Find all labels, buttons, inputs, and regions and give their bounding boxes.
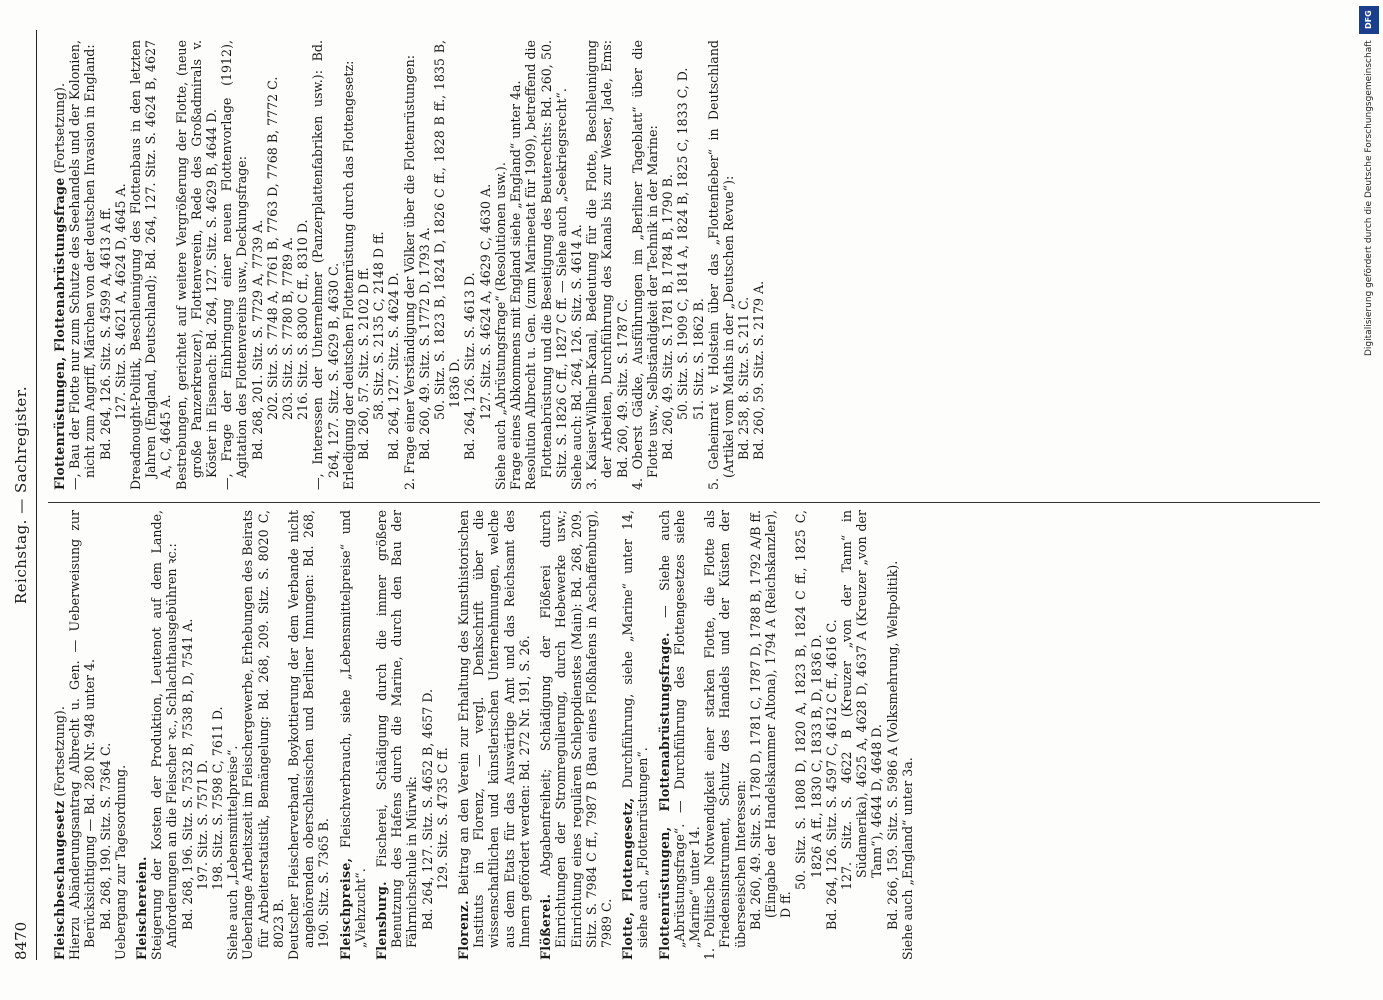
entry-heading: Flottenrüstungen, Flottenabrüstungsfrage <box>52 177 67 490</box>
citation-line: 127. Sitz. S. 4621 A, 4624 D, 4645 A. <box>112 183 128 420</box>
entry-text: (Fortsetzung). <box>52 83 67 178</box>
subentry-line: Siehe auch „Lebensmittelpreise“. <box>225 745 241 960</box>
entry-heading: Fleischpreise, <box>337 857 353 960</box>
citation-line: 58. Sitz. S. 2135 C, 2148 D ff. <box>371 231 387 420</box>
citation-line: Bd. 268, 196. Sitz. S. 7532 B, 7538 B, D, 7541 A. <box>179 618 195 930</box>
citation-line: 202. Sitz. S. 7748 A, 7761 B, 7763 D, 7768 B, 7772 C. <box>264 76 280 420</box>
entry-heading: Fleischereien. <box>134 856 150 960</box>
index-entry <box>374 510 450 960</box>
index-entry <box>52 40 767 490</box>
citation-line: Bd. 268, 201. Sitz. S. 7729 A, 7739 A. <box>249 219 265 460</box>
subentry-line: —, Interessen der Unternehmer (Panzerplattenfabriken usw.): Bd. 264, 127. Sitz. S. 4629 B, 4630 C. <box>310 40 341 490</box>
digitization-stamp <box>1359 6 1379 946</box>
citation-line: 127. Sitz. S. 4624 A, 4629 C, 4630 A. <box>477 183 493 420</box>
citation-line: Bd. 260, 49. Sitz. S. 1781 B, 1784 B, 1790 B. <box>660 174 676 460</box>
dfg-logo: DFG <box>1359 6 1379 34</box>
entry-text: Durchführung, siehe „Marine“ unter 14, siehe auch „Flottenrüstungen“. <box>620 509 651 948</box>
citation-line: 203. Sitz. S. 7780 B, 7789 A. <box>280 236 296 420</box>
index-entry <box>657 510 915 960</box>
citation-line: 50. Sitz. S. 1808 D, 1820 A, 1823 B, 1824 C ff., 1825 C, 1826 A ff., 1830 C, 1833 B, D, 1836 D. <box>793 510 824 890</box>
citation-line: Bd. 264, 126. Sitz. S. 4613 D. <box>462 272 478 460</box>
entry-text: Fischerei, Schädigung durch die immer größere Benutzung des Hafens durch die Marine, durch den Bau der Fährnichschule in Mürwik: <box>374 510 420 948</box>
entry-text: Beitrag an den Verein zur Erhaltung des Kunsthistorischen Instituts in Florenz, — vergl. Denkschrift über die wissenschaftlichen und künstlerischen Unternehmungen, welche aus dem Etats für das Auswärtige Amt und das Reichsamt des Innern gefördert werden: Bd. 272 Nr. 191, S. 26. <box>456 510 532 948</box>
index-entry <box>338 510 368 960</box>
funding-note: Digitalisierung gefördert durch die Deutsche Forschungsgemeinschaft <box>1364 40 1374 356</box>
subentry-line: Siehe auch „England“ unter 3a. <box>899 757 915 960</box>
running-title: Reichstag. — Sachregister. <box>12 385 30 605</box>
entry-heading: Flotte, Flottengesetz, <box>620 797 636 960</box>
subentry-line: 1. Politische Notwendigkeit einer starken Flotte, die Flotte als Friedensinstrument, Schutz des Handels und der Küsten der überseeischen Interessen: <box>702 510 748 960</box>
citation-line: 51. Sitz. S. 1862 B. <box>690 298 706 420</box>
index-entry <box>52 510 128 960</box>
index-entry <box>538 510 614 960</box>
citation-line: 50. Sitz. S. 1823 B, 1824 D, 1826 C ff., 1828 B ff., 1835 B, 1836 D. <box>432 40 463 420</box>
index-entry <box>620 510 650 960</box>
subentry-line: Deutscher Fleischerverband, Boykottierung der dem Verbande nicht angehörenden oberschlesischen und Berliner Innungen: Bd. 268, 190. Sitz. S. 7365 B. <box>286 510 332 960</box>
subentry-line: —, Frage der Einbringung einer neuen Flottenvorlage (1912), Agitation des Flottenvereins usw., Deckungsfrage: <box>219 40 250 490</box>
citation-line: 129. Sitz. S. 4735 C ff. <box>434 747 450 890</box>
citation-line: 127. Sitz. S. 4622 B (Kreuzer „von der Tann“ in Südamerika), 4625 A, 4628 D, 4637 A (Kreuzer „von der Tann“), 4644 D, 4648 D. <box>838 510 885 890</box>
page-number: 8470 <box>12 921 30 960</box>
subentry-line: Hierzu Abänderungsantrag Albrecht u. Gen. — Ueberweisung zur Berücksichtigung — Bd. 280 Nr. 948 unter 4. <box>67 510 98 960</box>
subentry-line: Frage eines Abkommens mit England siehe „England“ unter 4a. <box>508 80 524 490</box>
subentry-line: 5. Geheimrat v. Holstein über das „Flottenfieber“ in Deutschland (Artikel vom Maths in der „Deutschen Revue“): <box>705 40 736 490</box>
subentry-line: Siehe auch „Abrüstungsfrage“ (Resolutionen usw.). <box>492 162 508 490</box>
citation-line: Bd. 264, 126. Sitz. S. 4597 C, 4612 C ff., 4616 C. <box>823 619 839 930</box>
entry-heading: Flensburg. <box>374 881 390 960</box>
citation-line: 198. Sitz. S. 7598 C, 7611 D. <box>210 706 226 890</box>
subentry-line: Bestrebungen, gerichtet auf weitere Vergrößerung der Flotte, (neue große Panzerkreuzer), Flottenverein, Rede des Großadmirals v. Köster in Eisenach: Bd. 264, 127. Sitz. S. 4629 B, 4644 D. <box>173 40 220 490</box>
citation-line: Bd. 260, 49. Sitz. S. 1780 D, 1781 C, 1787 D, 1788 B, 1792 A/B ff. (Eingabe der Handelskammer Altona), 1794 A (Reichskanzler), D ff. <box>747 510 794 930</box>
subentry-line: Siehe auch: Bd. 264, 126. Sitz. S. 4614 A. <box>568 224 584 490</box>
left-column <box>52 510 921 960</box>
column-divider <box>48 502 1320 503</box>
page-header <box>8 30 37 960</box>
subentry-line: Dreadnought-Politik, Beschleunigung des Flottenbaus in den letzten Jahren (England, Deutschland); Bd. 264, 127. Sitz. S. 4624 B, 4627 A, C, 4645 A. <box>128 40 174 490</box>
subentry-line: —, Bau der Flotte nur zum Schutze des Seehandels und der Kolonien, nicht zum Angriff, Märchen von der deutschen Invasion in England: <box>67 40 98 490</box>
subentry-line: 4. Oberst Gädke, Ausführungen im „Berliner Tageblatt“ über die Flotte usw., Selbständigkeit der Technik in der Marine: <box>629 40 660 490</box>
subentry-line: Steigerung der Kosten der Produktion, Leutenot auf dem Lande, Anforderungen an die Fleischer ꝛc., Schlachthausgebühren ꝛc.: <box>149 510 180 960</box>
citation-line: 197. Sitz. S. 7571 D. <box>194 759 210 890</box>
entry-text: Abgabenfreiheit; Schädigung der Flößerei durch Einrichtungen der Stromregulierung, durch Hebewerke usw.; Einrichtung eines regulären Schleppdienstes (Main): Bd. 268, 209. Sitz. S. 7984 C ff., 7987 B (Bau eines Floßhafens in Aschaffenburg), 7989 C. <box>538 510 614 948</box>
citation-line: Bd. 266, 159. Sitz. S. 5986 A (Volksmehrung, Weltpolitik). <box>884 560 900 930</box>
citation-line: 216. Sitz. S. 8300 C ff., 8310 D. <box>295 219 311 420</box>
citation-line: Bd. 264, 126. Sitz. S. 4599 A, 4613 A ff. <box>97 207 113 460</box>
index-entry <box>134 510 332 960</box>
right-column <box>52 40 773 490</box>
citation-line: Bd. 258, 8. Sitz. S. 211 C. <box>736 296 752 460</box>
citation-line: Bd. 264, 127. Sitz. S. 4624 D. <box>386 272 402 460</box>
subentry-line: 3. Kaiser-Wilhelm-Kanal, Bedeutung für die Flotte, Beschleunigung der Arbeiten, Durchführung des Kanals bis zur Weser, Jade, Ems: Bd. 260, 49. Sitz. S. 1787 C. <box>584 40 630 490</box>
citation-line: Bd. 260, 59. Sitz. S. 2179 A. <box>751 280 767 460</box>
citation-line: 50. Sitz. S. 1909 C, 1814 A, 1824 B, 1825 C, 1833 C, D. <box>675 67 691 420</box>
entry-heading: Fleischbeschaugesetz <box>52 800 67 960</box>
citation-line: Bd. 268, 190. Sitz. S. 7364 C. <box>97 742 113 930</box>
citation-line: Bd. 260, 49. Sitz. S. 1772 D, 1793 A. <box>416 227 432 460</box>
subentry-line: Resolution Albrecht u. Gen. (zum Marineetat für 1909), betreffend die Flottenabrüstung und die Beseitigung des Beuterechts: Bd. 260, 50. Sitz. S. 1826 C ff., 1827 C ff. — Siehe auch „Seekriegsrecht“. <box>523 40 569 490</box>
citation-line: Bd. 264, 127. Sitz. S. 4652 B, 4657 D. <box>419 689 435 930</box>
subentry-line: Ueberlange Arbeitszeit im Fleischergewerbe, Erhebungen des Beirats für Arbeiterstatistik, Bemängelung: Bd. 268, 209. Sitz. S. 8020 C, 8023 B. <box>240 510 286 960</box>
entry-text: Fleischverbrauch, siehe „Lebensmittelpreise“ und „Viehzucht“. <box>337 510 368 948</box>
entry-text: (Fortsetzung). <box>52 706 67 801</box>
subentry-line: Uebergang zur Tagesordnung. <box>112 764 128 960</box>
subentry-line: 2. Frage einer Verständigung der Völker über die Flottenrüstungen: <box>401 54 417 490</box>
entry-heading: Flößerei. <box>538 893 554 960</box>
citation-line: Bd. 260, 57. Sitz. S. 2102 D ff. <box>356 267 372 460</box>
subentry-line: Erledigung der deutschen Flottenrüstung durch das Flottengesetz: <box>340 60 356 490</box>
entry-heading: Florenz. <box>456 900 472 960</box>
index-entry <box>456 510 532 960</box>
entry-text: — Siehe auch „Abrüstungsfrage“. — Durchführung des Flottengesetzes siehe „Marine“ unter 14. <box>656 509 702 948</box>
entry-heading: Flottenrüstungen, Flottenabrüstungsfrage. <box>656 632 672 960</box>
